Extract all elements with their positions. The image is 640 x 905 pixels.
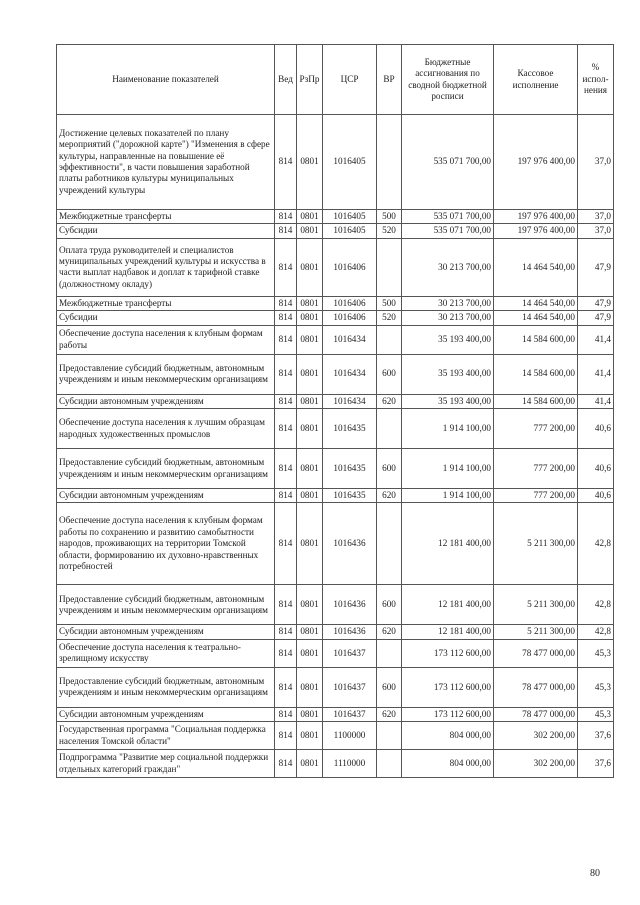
row-ved: 814 xyxy=(275,750,297,778)
table-row xyxy=(57,394,614,408)
row-ved: 814 xyxy=(275,639,297,667)
row-budget: 30 213 700,00 xyxy=(402,238,494,296)
document-page xyxy=(56,44,613,778)
row-name: Достижение целевых показателей по плану мероприятий ("дорожной карте") "Изменения в сфере культуры, направленные на повышение её эффективности", в части повышения заработной платы работников культуры муниципальных учреждений культуры xyxy=(57,115,275,210)
row-cash: 197 976 400,00 xyxy=(494,224,578,238)
row-rzpr: 0801 xyxy=(297,325,323,354)
row-name: Межбюджетные трансферты xyxy=(57,210,275,224)
row-csr: 1016436 xyxy=(323,585,377,625)
page-number: 80 xyxy=(590,868,600,879)
row-pct: 37,0 xyxy=(578,115,614,210)
row-ved: 814 xyxy=(275,224,297,238)
row-name: Подпрограмма "Развитие мер социальной поддержки отдельных категорий граждан" xyxy=(57,750,275,778)
row-csr: 1016437 xyxy=(323,639,377,667)
row-cash: 302 200,00 xyxy=(494,750,578,778)
row-cash: 5 211 300,00 xyxy=(494,503,578,585)
row-ved: 814 xyxy=(275,296,297,310)
row-cash: 78 477 000,00 xyxy=(494,639,578,667)
row-budget: 12 181 400,00 xyxy=(402,503,494,585)
row-ved: 814 xyxy=(275,489,297,503)
row-name: Предоставление субсидий бюджетным, автономным учреждениям и иным некоммерческим организациям xyxy=(57,585,275,625)
row-cash: 777 200,00 xyxy=(494,409,578,449)
table-row xyxy=(57,722,614,750)
budget-table xyxy=(56,44,614,778)
row-budget: 30 213 700,00 xyxy=(402,296,494,310)
row-name: Субсидии xyxy=(57,224,275,238)
row-csr: 1016406 xyxy=(323,296,377,310)
table-row xyxy=(57,707,614,721)
row-rzpr: 0801 xyxy=(297,625,323,639)
row-csr: 1016435 xyxy=(323,449,377,489)
row-pct: 37,0 xyxy=(578,224,614,238)
table-row xyxy=(57,296,614,310)
row-cash: 14 464 540,00 xyxy=(494,311,578,325)
table-row xyxy=(57,503,614,585)
row-pct: 41,4 xyxy=(578,394,614,408)
row-name: Оплата труда руководителей и специалистов муниципальных учреждений культуры и искусства в части выплат надбавок и доплат к тарифной ставке (должностному окладу) xyxy=(57,238,275,296)
table-row xyxy=(57,449,614,489)
row-vr xyxy=(377,503,402,585)
row-pct: 45,3 xyxy=(578,667,614,707)
row-rzpr: 0801 xyxy=(297,722,323,750)
row-name: Субсидии автономным учреждениям xyxy=(57,707,275,721)
row-ved: 814 xyxy=(275,503,297,585)
row-budget: 35 193 400,00 xyxy=(402,325,494,354)
row-ved: 814 xyxy=(275,394,297,408)
row-budget: 535 071 700,00 xyxy=(402,224,494,238)
row-cash: 14 464 540,00 xyxy=(494,296,578,310)
row-ved: 814 xyxy=(275,625,297,639)
row-cash: 14 464 540,00 xyxy=(494,238,578,296)
row-ved: 814 xyxy=(275,210,297,224)
row-budget: 1 914 100,00 xyxy=(402,489,494,503)
row-cash: 14 584 600,00 xyxy=(494,394,578,408)
table-row xyxy=(57,625,614,639)
row-pct: 42,8 xyxy=(578,503,614,585)
row-ved: 814 xyxy=(275,115,297,210)
row-rzpr: 0801 xyxy=(297,296,323,310)
row-name: Обеспечение доступа населения к лучшим образцам народных художественных промыслов xyxy=(57,409,275,449)
row-ved: 814 xyxy=(275,449,297,489)
row-pct: 42,8 xyxy=(578,625,614,639)
row-budget: 35 193 400,00 xyxy=(402,394,494,408)
row-csr: 1016406 xyxy=(323,311,377,325)
row-rzpr: 0801 xyxy=(297,667,323,707)
row-budget: 535 071 700,00 xyxy=(402,115,494,210)
row-csr: 1016406 xyxy=(323,238,377,296)
row-csr: 1016437 xyxy=(323,707,377,721)
row-cash: 78 477 000,00 xyxy=(494,667,578,707)
row-name: Субсидии xyxy=(57,311,275,325)
row-vr xyxy=(377,238,402,296)
row-vr xyxy=(377,409,402,449)
row-csr: 1016405 xyxy=(323,224,377,238)
table-row xyxy=(57,238,614,296)
header-ved: Вед xyxy=(275,45,297,115)
table-row xyxy=(57,409,614,449)
row-vr: 620 xyxy=(377,394,402,408)
row-name: Субсидии автономным учреждениям xyxy=(57,489,275,503)
row-name: Субсидии автономным учреждениям xyxy=(57,625,275,639)
header-rzpr: РзПр xyxy=(297,45,323,115)
row-pct: 37,6 xyxy=(578,750,614,778)
row-csr: 1110000 xyxy=(323,750,377,778)
row-vr: 500 xyxy=(377,210,402,224)
table-header-row xyxy=(57,45,614,115)
row-ved: 814 xyxy=(275,667,297,707)
header-name: Наименование показателей xyxy=(57,45,275,115)
row-budget: 1 914 100,00 xyxy=(402,409,494,449)
header-cash: Кассовое исполнение xyxy=(494,45,578,115)
row-pct: 37,6 xyxy=(578,722,614,750)
row-cash: 777 200,00 xyxy=(494,489,578,503)
row-csr: 1016434 xyxy=(323,325,377,354)
row-ved: 814 xyxy=(275,707,297,721)
row-vr: 520 xyxy=(377,224,402,238)
header-vr: ВР xyxy=(377,45,402,115)
row-cash: 14 584 600,00 xyxy=(494,354,578,394)
row-csr: 1016434 xyxy=(323,354,377,394)
row-csr: 1016405 xyxy=(323,115,377,210)
row-pct: 47,9 xyxy=(578,311,614,325)
row-vr xyxy=(377,115,402,210)
table-row xyxy=(57,585,614,625)
row-name: Субсидии автономным учреждениям xyxy=(57,394,275,408)
row-csr: 1016435 xyxy=(323,489,377,503)
row-pct: 45,3 xyxy=(578,639,614,667)
row-cash: 5 211 300,00 xyxy=(494,625,578,639)
row-pct: 42,8 xyxy=(578,585,614,625)
row-rzpr: 0801 xyxy=(297,224,323,238)
row-pct: 37,0 xyxy=(578,210,614,224)
row-rzpr: 0801 xyxy=(297,238,323,296)
row-ved: 814 xyxy=(275,325,297,354)
row-name: Обеспечение доступа населения к клубным формам работы xyxy=(57,325,275,354)
row-cash: 197 976 400,00 xyxy=(494,115,578,210)
row-vr: 620 xyxy=(377,625,402,639)
table-row xyxy=(57,639,614,667)
table-row xyxy=(57,224,614,238)
row-budget: 173 112 600,00 xyxy=(402,667,494,707)
row-budget: 12 181 400,00 xyxy=(402,625,494,639)
table-row xyxy=(57,115,614,210)
row-pct: 41,4 xyxy=(578,325,614,354)
table-body xyxy=(57,115,614,778)
header-csr: ЦСР xyxy=(323,45,377,115)
row-vr xyxy=(377,325,402,354)
table-row xyxy=(57,311,614,325)
table-row xyxy=(57,489,614,503)
row-budget: 535 071 700,00 xyxy=(402,210,494,224)
row-pct: 47,9 xyxy=(578,238,614,296)
row-pct: 47,9 xyxy=(578,296,614,310)
table-row xyxy=(57,667,614,707)
row-csr: 1016437 xyxy=(323,667,377,707)
row-cash: 197 976 400,00 xyxy=(494,210,578,224)
row-pct: 40,6 xyxy=(578,409,614,449)
row-budget: 804 000,00 xyxy=(402,750,494,778)
row-csr: 1016436 xyxy=(323,625,377,639)
row-name: Обеспечение доступа населения к театрально-зрелищному искусству xyxy=(57,639,275,667)
row-csr: 1016435 xyxy=(323,409,377,449)
row-rzpr: 0801 xyxy=(297,489,323,503)
row-csr: 1100000 xyxy=(323,722,377,750)
row-name: Предоставление субсидий бюджетным, автономным учреждениям и иным некоммерческим организациям xyxy=(57,667,275,707)
row-rzpr: 0801 xyxy=(297,210,323,224)
row-rzpr: 0801 xyxy=(297,394,323,408)
row-name: Предоставление субсидий бюджетным, автономным учреждениям и иным некоммерческим организациям xyxy=(57,354,275,394)
row-vr xyxy=(377,722,402,750)
row-ved: 814 xyxy=(275,311,297,325)
header-pct: % испол- нения xyxy=(578,45,614,115)
row-rzpr: 0801 xyxy=(297,750,323,778)
row-pct: 40,6 xyxy=(578,489,614,503)
row-name: Государственная программа "Социальная поддержка населения Томской области" xyxy=(57,722,275,750)
row-vr xyxy=(377,639,402,667)
table-row xyxy=(57,325,614,354)
header-budget: Бюджетные ассигнования по сводной бюджетной росписи xyxy=(402,45,494,115)
row-rzpr: 0801 xyxy=(297,585,323,625)
table-row xyxy=(57,210,614,224)
row-name: Обеспечение доступа населения к клубным формам работы по сохранению и развитию самобытности народов, проживающих на территории Томской области, формированию их духовно-нравственных потребностей xyxy=(57,503,275,585)
row-cash: 5 211 300,00 xyxy=(494,585,578,625)
row-rzpr: 0801 xyxy=(297,707,323,721)
row-ved: 814 xyxy=(275,354,297,394)
row-budget: 35 193 400,00 xyxy=(402,354,494,394)
row-vr: 600 xyxy=(377,354,402,394)
row-budget: 30 213 700,00 xyxy=(402,311,494,325)
row-pct: 45,3 xyxy=(578,707,614,721)
row-budget: 173 112 600,00 xyxy=(402,639,494,667)
row-rzpr: 0801 xyxy=(297,639,323,667)
row-name: Межбюджетные трансферты xyxy=(57,296,275,310)
table-row xyxy=(57,354,614,394)
row-vr: 520 xyxy=(377,311,402,325)
row-vr: 620 xyxy=(377,707,402,721)
row-cash: 302 200,00 xyxy=(494,722,578,750)
row-pct: 41,4 xyxy=(578,354,614,394)
row-rzpr: 0801 xyxy=(297,449,323,489)
row-csr: 1016434 xyxy=(323,394,377,408)
row-vr xyxy=(377,750,402,778)
row-budget: 173 112 600,00 xyxy=(402,707,494,721)
row-ved: 814 xyxy=(275,409,297,449)
row-vr: 600 xyxy=(377,449,402,489)
row-vr: 500 xyxy=(377,296,402,310)
row-vr: 600 xyxy=(377,585,402,625)
row-vr: 600 xyxy=(377,667,402,707)
row-cash: 777 200,00 xyxy=(494,449,578,489)
row-csr: 1016405 xyxy=(323,210,377,224)
row-csr: 1016436 xyxy=(323,503,377,585)
row-cash: 14 584 600,00 xyxy=(494,325,578,354)
row-vr: 620 xyxy=(377,489,402,503)
row-ved: 814 xyxy=(275,238,297,296)
table-row xyxy=(57,750,614,778)
row-budget: 804 000,00 xyxy=(402,722,494,750)
row-budget: 12 181 400,00 xyxy=(402,585,494,625)
row-cash: 78 477 000,00 xyxy=(494,707,578,721)
row-ved: 814 xyxy=(275,722,297,750)
row-rzpr: 0801 xyxy=(297,311,323,325)
row-name: Предоставление субсидий бюджетным, автономным учреждениям и иным некоммерческим организациям xyxy=(57,449,275,489)
row-budget: 1 914 100,00 xyxy=(402,449,494,489)
row-rzpr: 0801 xyxy=(297,354,323,394)
row-rzpr: 0801 xyxy=(297,115,323,210)
row-pct: 40,6 xyxy=(578,449,614,489)
row-ved: 814 xyxy=(275,585,297,625)
row-rzpr: 0801 xyxy=(297,503,323,585)
row-rzpr: 0801 xyxy=(297,409,323,449)
